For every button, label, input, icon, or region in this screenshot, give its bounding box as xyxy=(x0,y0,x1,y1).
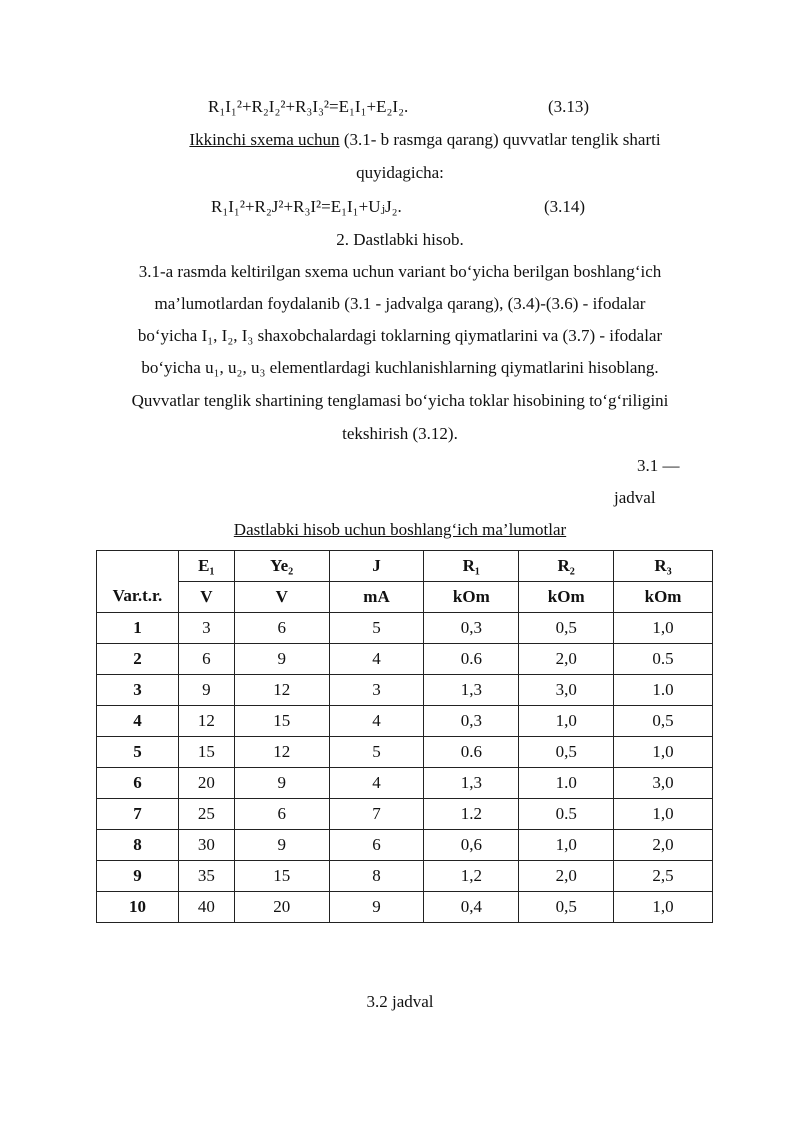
table-cell: 0,5 xyxy=(519,892,614,923)
table-row xyxy=(97,706,713,737)
table-cell: 6 xyxy=(234,613,329,644)
table-cell: 1,0 xyxy=(614,613,713,644)
table-cell: 0,3 xyxy=(424,706,519,737)
paragraph-line: 3.1-a rasmda keltirilgan sxema uchun variant bo‘yicha berilgan boshlang‘ich xyxy=(138,262,662,281)
variant-number-cell: 2 xyxy=(97,644,179,675)
table-cell: 1.0 xyxy=(519,768,614,799)
paragraph-line: quyidagicha: xyxy=(356,163,444,182)
column-unit: kOm xyxy=(614,582,713,613)
column-header: R₂ xyxy=(519,551,614,582)
table-cell: 9 xyxy=(329,892,424,923)
table-cell: 1,0 xyxy=(614,737,713,768)
table-cell: 9 xyxy=(234,830,329,861)
paragraph-line: bo‘yicha u₁, u₂, u₃ elementlardagi kuchlanishlarning qiymatlarini hisoblang. xyxy=(141,358,659,377)
data-table xyxy=(96,550,713,923)
table-cell: 1,0 xyxy=(614,799,713,830)
table-cell: 8 xyxy=(329,861,424,892)
table-row xyxy=(97,644,713,675)
variant-number-cell: 9 xyxy=(97,861,179,892)
table-cell: 2,0 xyxy=(519,861,614,892)
table-cell: 1,2 xyxy=(424,861,519,892)
table-cell: 0,3 xyxy=(424,613,519,644)
equation-3-14 xyxy=(211,197,402,217)
column-unit: V xyxy=(178,582,234,613)
table-cell: 20 xyxy=(234,892,329,923)
table-cell: 2,5 xyxy=(614,861,713,892)
table-cell: 2,0 xyxy=(614,830,713,861)
column-header: R₃ xyxy=(614,551,713,582)
table-cell: 12 xyxy=(234,675,329,706)
table-cell: 5 xyxy=(329,737,424,768)
paragraph-line: tekshirish (3.12). xyxy=(342,424,458,443)
table-cell: 35 xyxy=(178,861,234,892)
variant-number-cell: 1 xyxy=(97,613,179,644)
table-cell: 0,5 xyxy=(519,613,614,644)
table-row xyxy=(97,768,713,799)
table-cell: 20 xyxy=(178,768,234,799)
paragraph-line: ma’lumotlardan foydalanib (3.1 - jadvalga qarang), (3.4)-(3.6) - ifodalar xyxy=(154,294,646,313)
table-cell: 4 xyxy=(329,768,424,799)
table-cell: 2,0 xyxy=(519,644,614,675)
paragraph-line: bo‘yicha I₁, I₂, I₃ shaxobchalardagi toklarning qiymatlarini va (3.7) - ifodalar xyxy=(137,326,663,345)
variant-number-cell: 3 xyxy=(97,675,179,706)
table-cell: 15 xyxy=(234,706,329,737)
table-cell: 5 xyxy=(329,613,424,644)
column-header: Ye₂ xyxy=(234,551,329,582)
table-label: 3.1 — xyxy=(637,456,680,475)
table-label: jadval xyxy=(614,488,656,507)
column-header: R₁ xyxy=(424,551,519,582)
column-header: E₁ xyxy=(178,551,234,582)
table-cell: 6 xyxy=(329,830,424,861)
table-cell: 9 xyxy=(234,768,329,799)
table-cell: 3,0 xyxy=(519,675,614,706)
variant-number-cell: 5 xyxy=(97,737,179,768)
table-cell: 40 xyxy=(178,892,234,923)
table-row xyxy=(97,830,713,861)
table-cell: 3 xyxy=(329,675,424,706)
table-cell: 0.6 xyxy=(424,644,519,675)
variant-number-cell: 10 xyxy=(97,892,179,923)
table-cell: 15 xyxy=(234,861,329,892)
table-row xyxy=(97,737,713,768)
variant-number-cell: 7 xyxy=(97,799,179,830)
section-heading: 2. Dastlabki hisob. xyxy=(336,230,464,249)
column-unit: kOm xyxy=(519,582,614,613)
paragraph-text: (3.1- b rasmga qarang) quvvatlar tenglik sharti xyxy=(339,130,661,149)
table-unit-row xyxy=(97,582,713,613)
table-row xyxy=(97,861,713,892)
table-cell: 1,0 xyxy=(519,706,614,737)
table-cell: 0,5 xyxy=(519,737,614,768)
table-cell: 1,3 xyxy=(424,768,519,799)
table-header-row xyxy=(97,551,713,582)
table-cell: 15 xyxy=(178,737,234,768)
variant-number-cell: 4 xyxy=(97,706,179,737)
table-cell: 4 xyxy=(329,706,424,737)
table-title-text: Dastlabki hisob uchun boshlang‘ich ma’lumotlar xyxy=(233,520,567,539)
column-unit: V xyxy=(234,582,329,613)
table-cell: 1,3 xyxy=(424,675,519,706)
table-row xyxy=(97,675,713,706)
row-header-cell: Var.t.r. xyxy=(97,551,179,613)
table-cell: 0,5 xyxy=(614,706,713,737)
table-cell: 30 xyxy=(178,830,234,861)
column-unit: mA xyxy=(329,582,424,613)
table-cell: 7 xyxy=(329,799,424,830)
table-cell: 12 xyxy=(234,737,329,768)
table-row xyxy=(97,799,713,830)
equation-formula: R₁I₁²+R₂I₂²+R₃I₃²=E₁I₁+E₂I₂. xyxy=(208,97,409,116)
table-cell: 1,0 xyxy=(614,892,713,923)
variant-number-cell: 8 xyxy=(97,830,179,861)
equation-3-13 xyxy=(208,97,408,117)
table-cell: 12 xyxy=(178,706,234,737)
table-cell: 3,0 xyxy=(614,768,713,799)
equation-number: (3.14) xyxy=(544,197,586,216)
paragraph-line: Quvvatlar tenglik shartining tenglamasi bo‘yicha toklar hisobining to‘g‘riligini xyxy=(131,391,669,410)
equation-formula: R₁I₁²+R₂J²+R₃I²=E₁I₁+UⱼJ₂. xyxy=(211,197,402,216)
table-cell: 25 xyxy=(178,799,234,830)
table-cell: 6 xyxy=(178,644,234,675)
next-table-label: 3.2 jadval xyxy=(366,992,434,1011)
table-row xyxy=(97,613,713,644)
table-cell: 3 xyxy=(178,613,234,644)
table-cell: 0,4 xyxy=(424,892,519,923)
column-unit: kOm xyxy=(424,582,519,613)
variant-number-cell: 6 xyxy=(97,768,179,799)
underlined-phrase: Ikkinchi sxema uchun xyxy=(189,130,340,149)
column-header: J xyxy=(329,551,424,582)
table-cell: 0,6 xyxy=(424,830,519,861)
table-row xyxy=(97,892,713,923)
table-cell: 9 xyxy=(234,644,329,675)
table-cell: 6 xyxy=(234,799,329,830)
table-cell: 1,0 xyxy=(519,830,614,861)
paragraph-line xyxy=(25,130,800,150)
table-cell: 0.5 xyxy=(614,644,713,675)
table-cell: 1.2 xyxy=(424,799,519,830)
table-cell: 1.0 xyxy=(614,675,713,706)
table-cell: 0.5 xyxy=(519,799,614,830)
table-cell: 4 xyxy=(329,644,424,675)
table-cell: 0.6 xyxy=(424,737,519,768)
table-cell: 9 xyxy=(178,675,234,706)
equation-number: (3.13) xyxy=(548,97,590,116)
table-title xyxy=(0,520,800,540)
